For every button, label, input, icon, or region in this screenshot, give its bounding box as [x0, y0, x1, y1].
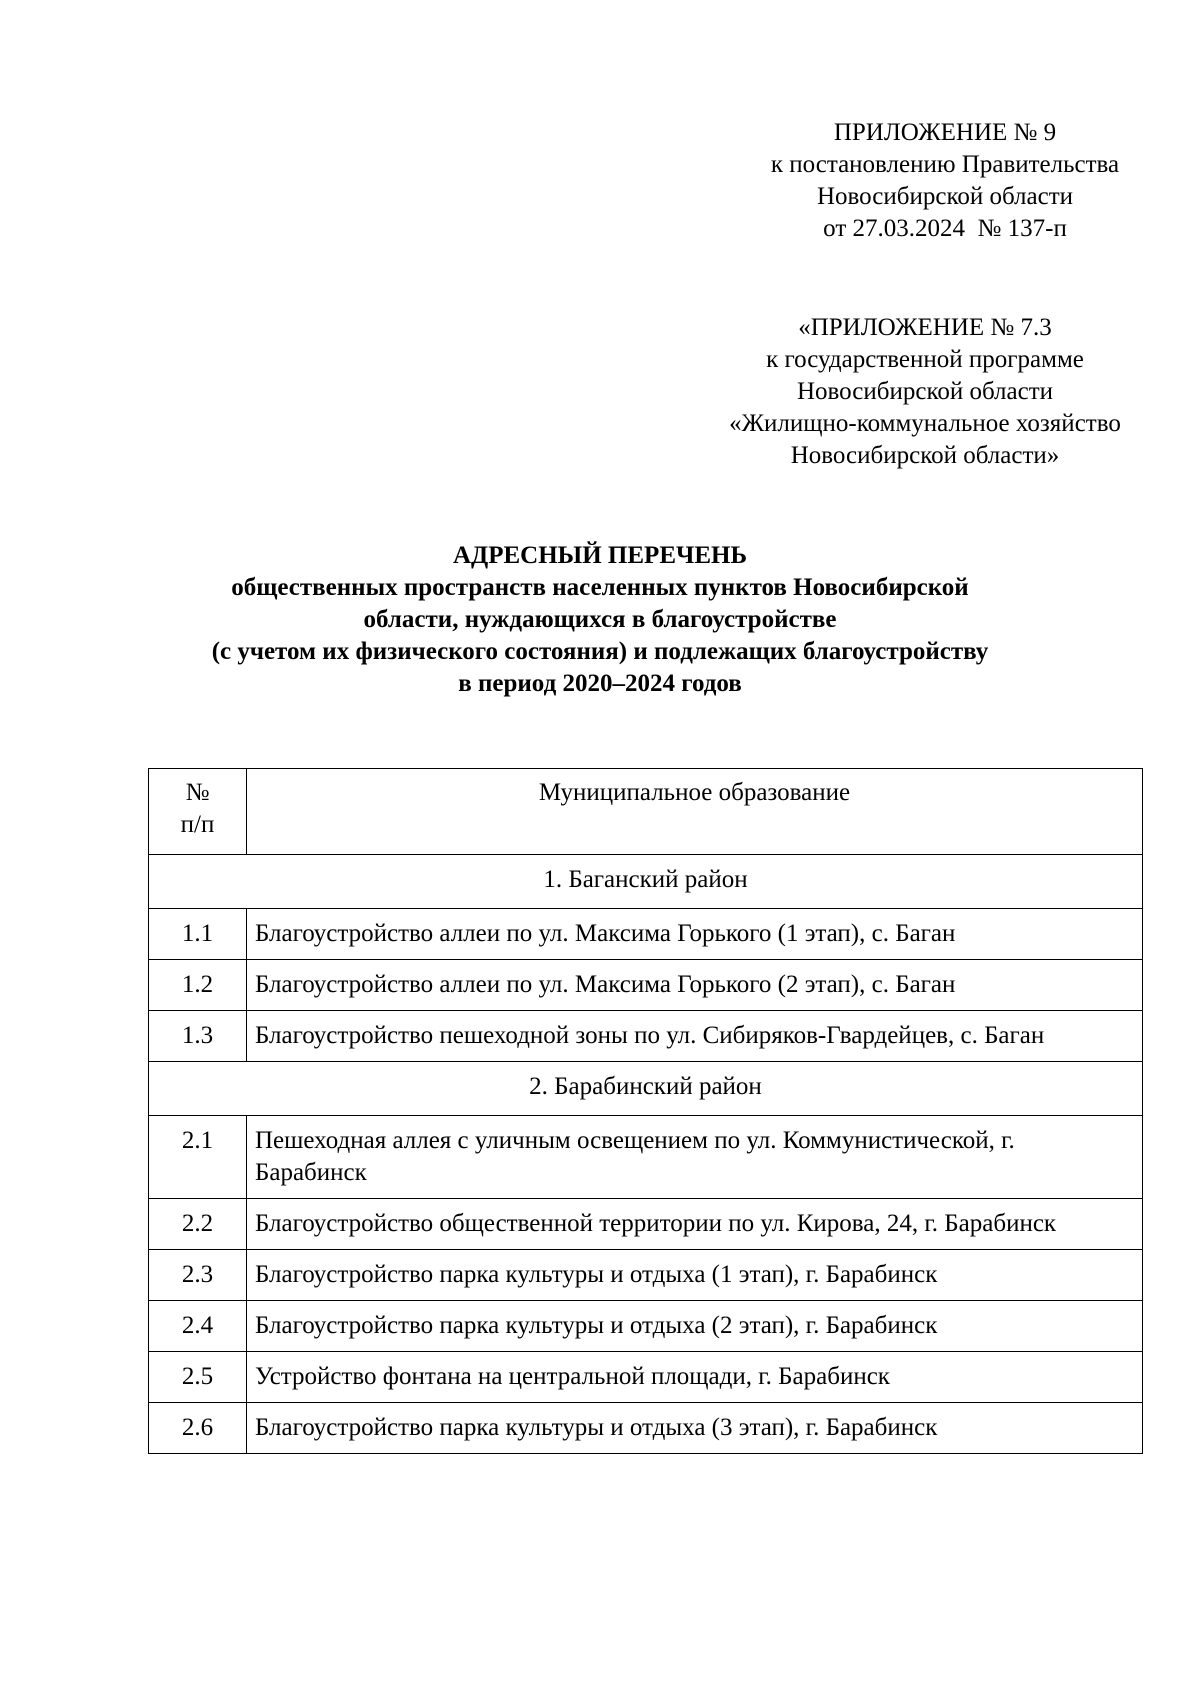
header-number-pp: п/п: [180, 811, 215, 838]
row-description: Благоустройство парка культуры и отдыха (2 этап), г. Барабинск: [247, 1301, 1143, 1352]
row-number: 2.4: [149, 1301, 247, 1352]
section-title: 2. Барабинский район: [149, 1062, 1143, 1116]
row-description: Благоустройство аллеи по ул. Максима Горького (2 этап), с. Баган: [247, 960, 1143, 1011]
table-header-row: [149, 769, 1143, 855]
table-row: [149, 960, 1143, 1011]
table-row: [149, 1116, 1143, 1199]
appendix-9-title: ПРИЛОЖЕНИЕ № 9: [833, 119, 1057, 146]
appendix-9-line-3: Новосибирской области: [816, 183, 1074, 210]
row-number: 2.6: [149, 1403, 247, 1454]
appendix-9-date-number: от 27.03.2024 № 137-п: [823, 215, 1067, 242]
table-row: [149, 1199, 1143, 1250]
address-list-table: [148, 768, 1143, 1454]
appendix-7-3-line-5: Новосибирской области»: [790, 442, 1060, 469]
appendix-7-3-line-2: к государственной программе: [766, 346, 1084, 373]
row-description: Благоустройство общественной территории по ул. Кирова, 24, г. Барабинск: [247, 1199, 1143, 1250]
row-description: Пешеходная аллея с уличным освещением по ул. Коммунистической, г. Барабинск: [247, 1116, 1143, 1199]
row-number: 2.2: [149, 1199, 247, 1250]
title-line-5: в период 2020–2024 годов: [458, 670, 742, 697]
row-description: Устройство фонтана на центральной площади, г. Барабинск: [247, 1352, 1143, 1403]
header-number-cell: [149, 769, 247, 855]
title-line-2: общественных пространств населенных пунктов Новосибирской: [231, 574, 969, 601]
table-row: [149, 1403, 1143, 1454]
table-row: [149, 1301, 1143, 1352]
row-number: 2.5: [149, 1352, 247, 1403]
row-description: Благоустройство пешеходной зоны по ул. Сибиряков-Гвардейцев, с. Баган: [247, 1011, 1143, 1062]
title-line-1: АДРЕСНЫЙ ПЕРЕЧЕНЬ: [452, 542, 747, 569]
row-number: 1.3: [149, 1011, 247, 1062]
table-row: [149, 1352, 1143, 1403]
table-row: [149, 1011, 1143, 1062]
row-number: 2.3: [149, 1250, 247, 1301]
appendix-7-3-line-4: «Жилищно-коммунальное хозяйство: [729, 410, 1121, 437]
header-municipality-cell: Муниципальное образование: [247, 769, 1143, 855]
row-description: Благоустройство аллеи по ул. Максима Горького (1 этап), с. Баган: [247, 909, 1143, 960]
row-number: 1.1: [149, 909, 247, 960]
document-title: [150, 540, 1050, 700]
appendix-7-3-title: «ПРИЛОЖЕНИЕ № 7.3: [798, 314, 1052, 341]
row-number: 2.1: [149, 1116, 247, 1199]
row-number: 1.2: [149, 960, 247, 1011]
table-row: [149, 1250, 1143, 1301]
appendix-7-3-line-3: Новосибирской области: [796, 378, 1054, 405]
table-row: [149, 909, 1143, 960]
section-title: 1. Баганский район: [149, 855, 1143, 909]
title-line-4: (с учетом их физического состояния) и подлежащих благоустройству: [211, 638, 989, 665]
section-row: [149, 855, 1143, 909]
section-row: [149, 1062, 1143, 1116]
appendix-7-3-header: [685, 312, 1165, 472]
header-number-sign: №: [185, 779, 210, 806]
row-description: Благоустройство парка культуры и отдыха (3 этап), г. Барабинск: [247, 1403, 1143, 1454]
appendix-9-header: [735, 117, 1155, 245]
appendix-9-line-2: к постановлению Правительства: [770, 151, 1120, 178]
table-body: [149, 855, 1143, 1454]
row-description: Благоустройство парка культуры и отдыха (1 этап), г. Барабинск: [247, 1250, 1143, 1301]
title-line-3: области, нуждающихся в благоустройстве: [363, 606, 837, 633]
